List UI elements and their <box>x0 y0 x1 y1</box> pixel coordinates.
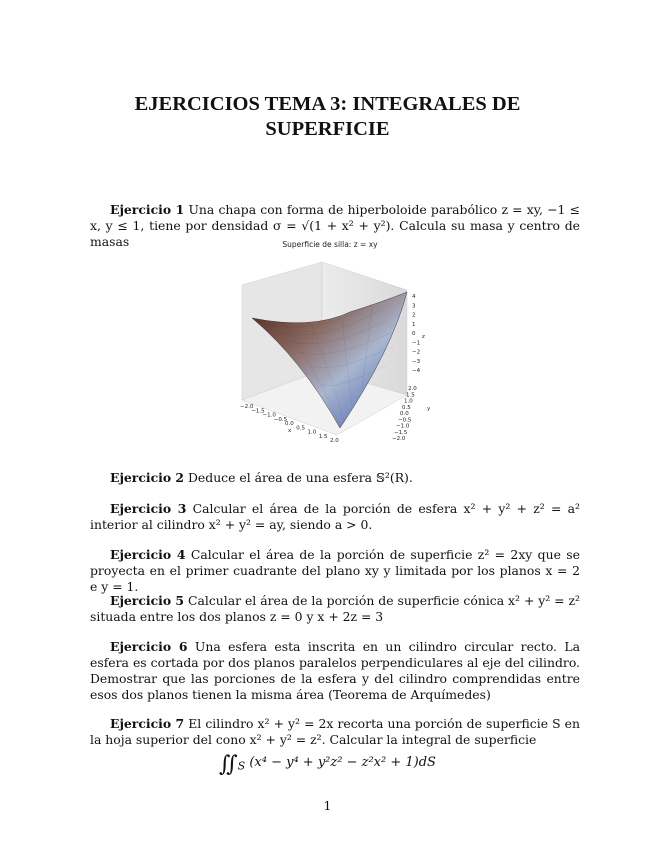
exercise-3 <box>90 501 580 533</box>
exercise-label: Ejercicio 3 <box>110 501 187 516</box>
x-tick-label: 1.0 <box>307 429 317 436</box>
z-tick-label: −4 <box>412 368 421 374</box>
y-tick-label: 2.0 <box>408 386 417 392</box>
z-tick-label: 1 <box>412 321 416 328</box>
y-tick-label: 1.5 <box>406 392 415 399</box>
exercise-4 <box>90 547 580 595</box>
exercise-text: Una chapa con forma de hiperboloide parabólico z = xy, −1 ≤ x, y ≤ 1, tiene por densidad σ = √(1 + x² + y²). Calcula su masa y centro de masas <box>90 202 580 249</box>
exercise-text: Calcular el área de la porción de superficie cónica x² + y² = z² situada entre los dos planos z = 0 y x + 2z = 3 <box>90 593 580 624</box>
exercise-5 <box>90 593 580 625</box>
x-tick-label: −2.0 <box>240 404 254 410</box>
exercise-label: Ejercicio 7 <box>110 716 185 731</box>
double-integral-symbol: ∬ <box>219 752 238 777</box>
x-tick-label: −0.5 <box>273 416 288 423</box>
exercise-text: Calcular el área de la porción de superficie z² = 2xy que se proyecta en el primer cuadrante del plano xy y limitada por los planos x = 2 e y = 1. <box>90 547 580 594</box>
z-tick-label: 2 <box>412 312 416 319</box>
z-tick-label: 0 <box>412 331 416 337</box>
y-tick-label: −0.5 <box>398 417 412 424</box>
display-integral <box>0 752 655 777</box>
y-tick-label: 1.0 <box>404 398 413 405</box>
z-axis-ticks <box>412 294 421 374</box>
exercise-label: Ejercicio 5 <box>110 593 185 608</box>
exercise-6 <box>90 639 580 703</box>
exercise-label: Ejercicio 2 <box>110 470 185 485</box>
y-tick-label: 0.5 <box>402 404 411 411</box>
page-title <box>0 92 655 142</box>
x-tick-label: 0.5 <box>296 425 306 432</box>
z-tick-label: 3 <box>412 303 416 310</box>
x-tick-label: 1.5 <box>318 433 328 440</box>
x-tick-label: 0.0 <box>285 421 294 427</box>
exercise-text: El cilindro x² + y² = 2x recorta una porción de superficie S en la hoja superior del cono x² + y² = z². Calcular la integral de superficie <box>90 716 580 747</box>
x-axis-label: x <box>288 428 292 434</box>
y-tick-label: −1.5 <box>394 429 408 436</box>
exercise-label: Ejercicio 6 <box>110 639 188 654</box>
x-tick-label: −1.5 <box>251 408 265 415</box>
z-tick-label: −2 <box>412 349 421 356</box>
page-number: 1 <box>323 798 332 813</box>
exercise-label: Ejercicio 1 <box>110 202 185 217</box>
x-tick-label: −1.0 <box>262 412 276 419</box>
exercise-2 <box>90 470 580 486</box>
z-tick-label: −3 <box>412 358 421 365</box>
exercise-text: Deduce el área de una esfera 𝕊²(R). <box>188 470 413 485</box>
x-tick-label: 2.0 <box>330 438 339 444</box>
title-line-1: EJERCICIOS TEMA 3: INTEGRALES DE <box>134 93 521 115</box>
figure-title: Superficie de silla: z = xy <box>282 240 378 249</box>
exercise-text: Calcular el área de la porción de esfera x² + y² + z² = a² interior al cilindro x² + y² = ay, siendo a > 0. <box>90 501 580 532</box>
exercise-label: Ejercicio 4 <box>110 547 186 562</box>
y-tick-label: −1.0 <box>396 423 410 430</box>
exercise-text: Una esfera esta inscrita en un cilindro circular recto. La esfera es cortada por dos planos paralelos perpendiculares al eje del cilindro. Demostrar que las porciones de la esfera y del cilindro comprendidas entre esos dos planos tienen la misma área (Teorema de Arquímedes) <box>90 639 580 702</box>
z-axis-label: z <box>422 334 425 340</box>
z-tick-label: 4 <box>412 294 416 300</box>
y-axis-label: y <box>427 406 431 412</box>
saddle-surface-figure <box>222 240 438 445</box>
exercise-7 <box>90 716 580 748</box>
integral-subscript: S <box>237 759 246 773</box>
z-tick-label: −1 <box>412 340 421 347</box>
y-tick-label: −2.0 <box>392 436 406 442</box>
title-line-2: SUPERFICIE <box>265 118 390 140</box>
y-tick-label: 0.0 <box>400 411 409 417</box>
integrand: (x⁴ − y⁴ + y²z² − z²x² + 1)dS <box>249 755 436 770</box>
